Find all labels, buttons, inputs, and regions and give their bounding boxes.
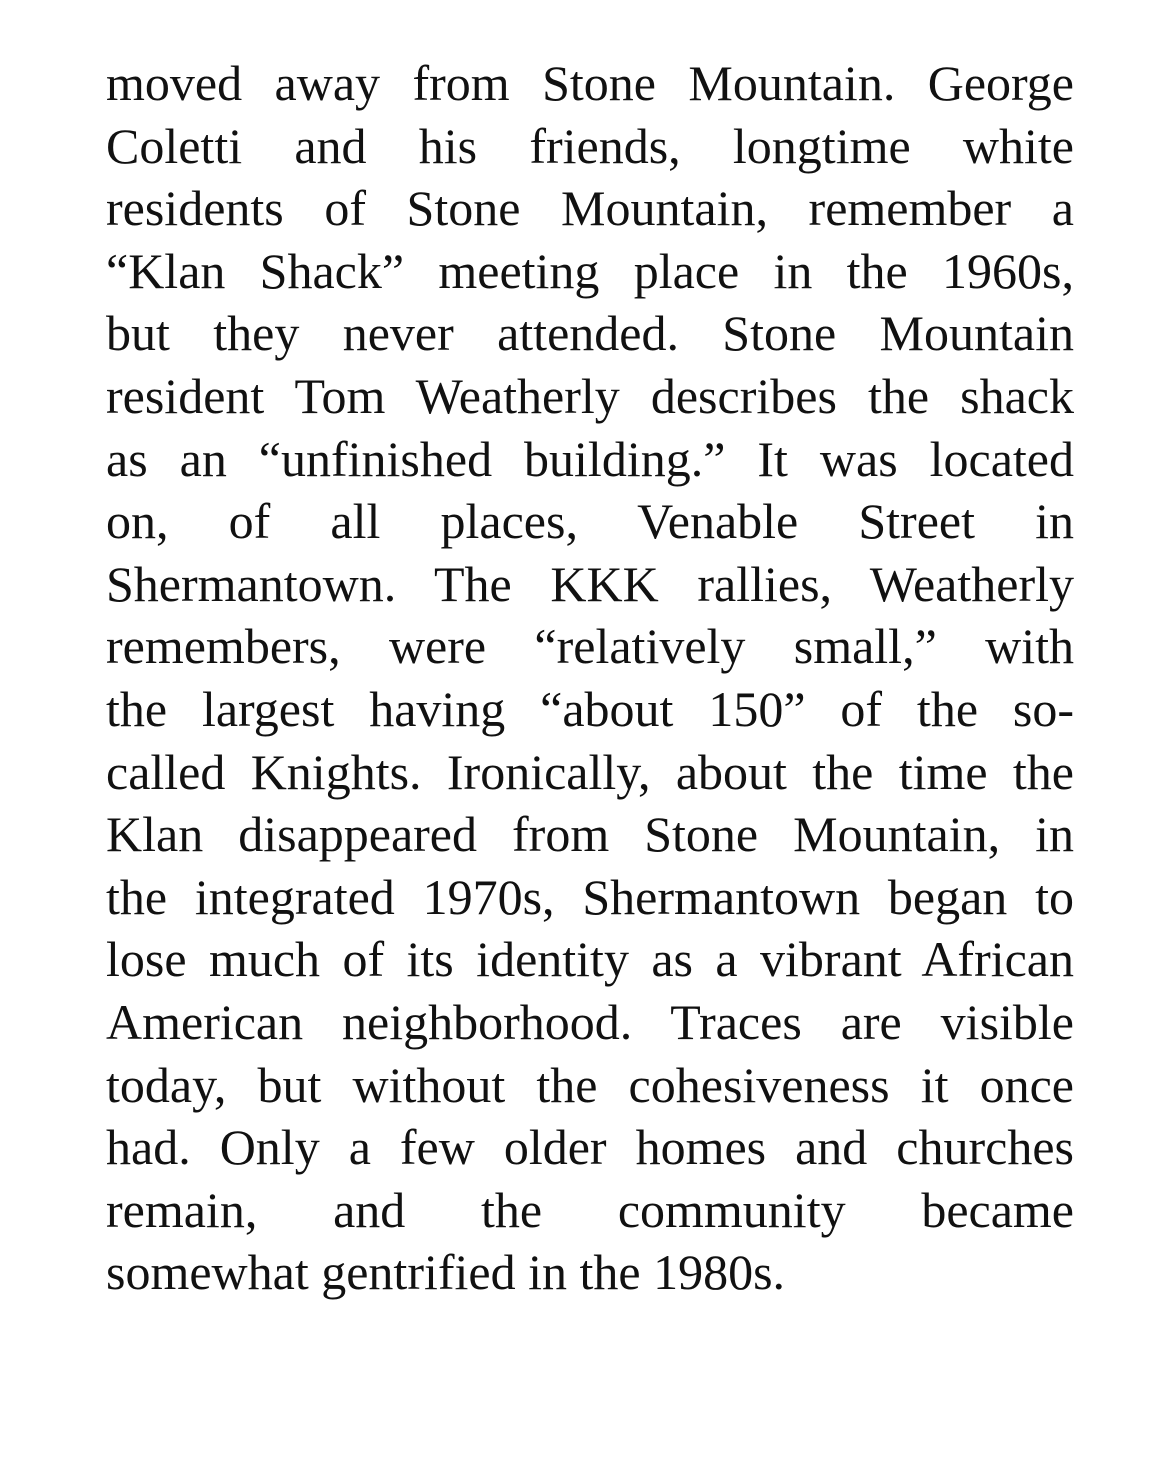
text-line: but they never attended. Stone Mountain bbox=[106, 305, 1074, 362]
text-line: today, but without the cohesiveness it once bbox=[106, 1056, 1074, 1113]
text-line: American neighborhood. Traces are visible bbox=[106, 993, 1074, 1050]
text-line: on, of all places, Venable Street in bbox=[106, 493, 1074, 550]
text-line: “Klan Shack” meeting place in the 1960s, bbox=[106, 242, 1074, 299]
text-line: Shermantown. The KKK rallies, Weatherly bbox=[106, 555, 1074, 612]
text-line: somewhat gentrified in the 1980s. bbox=[106, 1244, 786, 1301]
text-line: remain, and the community became bbox=[106, 1181, 1074, 1238]
body-paragraph bbox=[106, 52, 1074, 1304]
text-line: the largest having “about 150” of the so- bbox=[106, 680, 1074, 737]
text-line: as an “unfinished building.” It was located bbox=[106, 430, 1074, 487]
text-line: Klan disappeared from Stone Mountain, in bbox=[106, 806, 1074, 863]
text-line: Coletti and his friends, longtime white bbox=[106, 117, 1074, 174]
text-line: resident Tom Weatherly describes the shack bbox=[106, 367, 1074, 424]
text-line: the integrated 1970s, Shermantown began to bbox=[106, 868, 1074, 925]
text-line: called Knights. Ironically, about the time the bbox=[106, 743, 1074, 800]
text-line: remembers, were “relatively small,” with bbox=[106, 618, 1074, 675]
text-line: moved away from Stone Mountain. George bbox=[106, 55, 1074, 111]
text-line: had. Only a few older homes and churches bbox=[106, 1119, 1074, 1176]
text-line: residents of Stone Mountain, remember a bbox=[106, 180, 1074, 237]
text-line: lose much of its identity as a vibrant African bbox=[106, 931, 1074, 988]
